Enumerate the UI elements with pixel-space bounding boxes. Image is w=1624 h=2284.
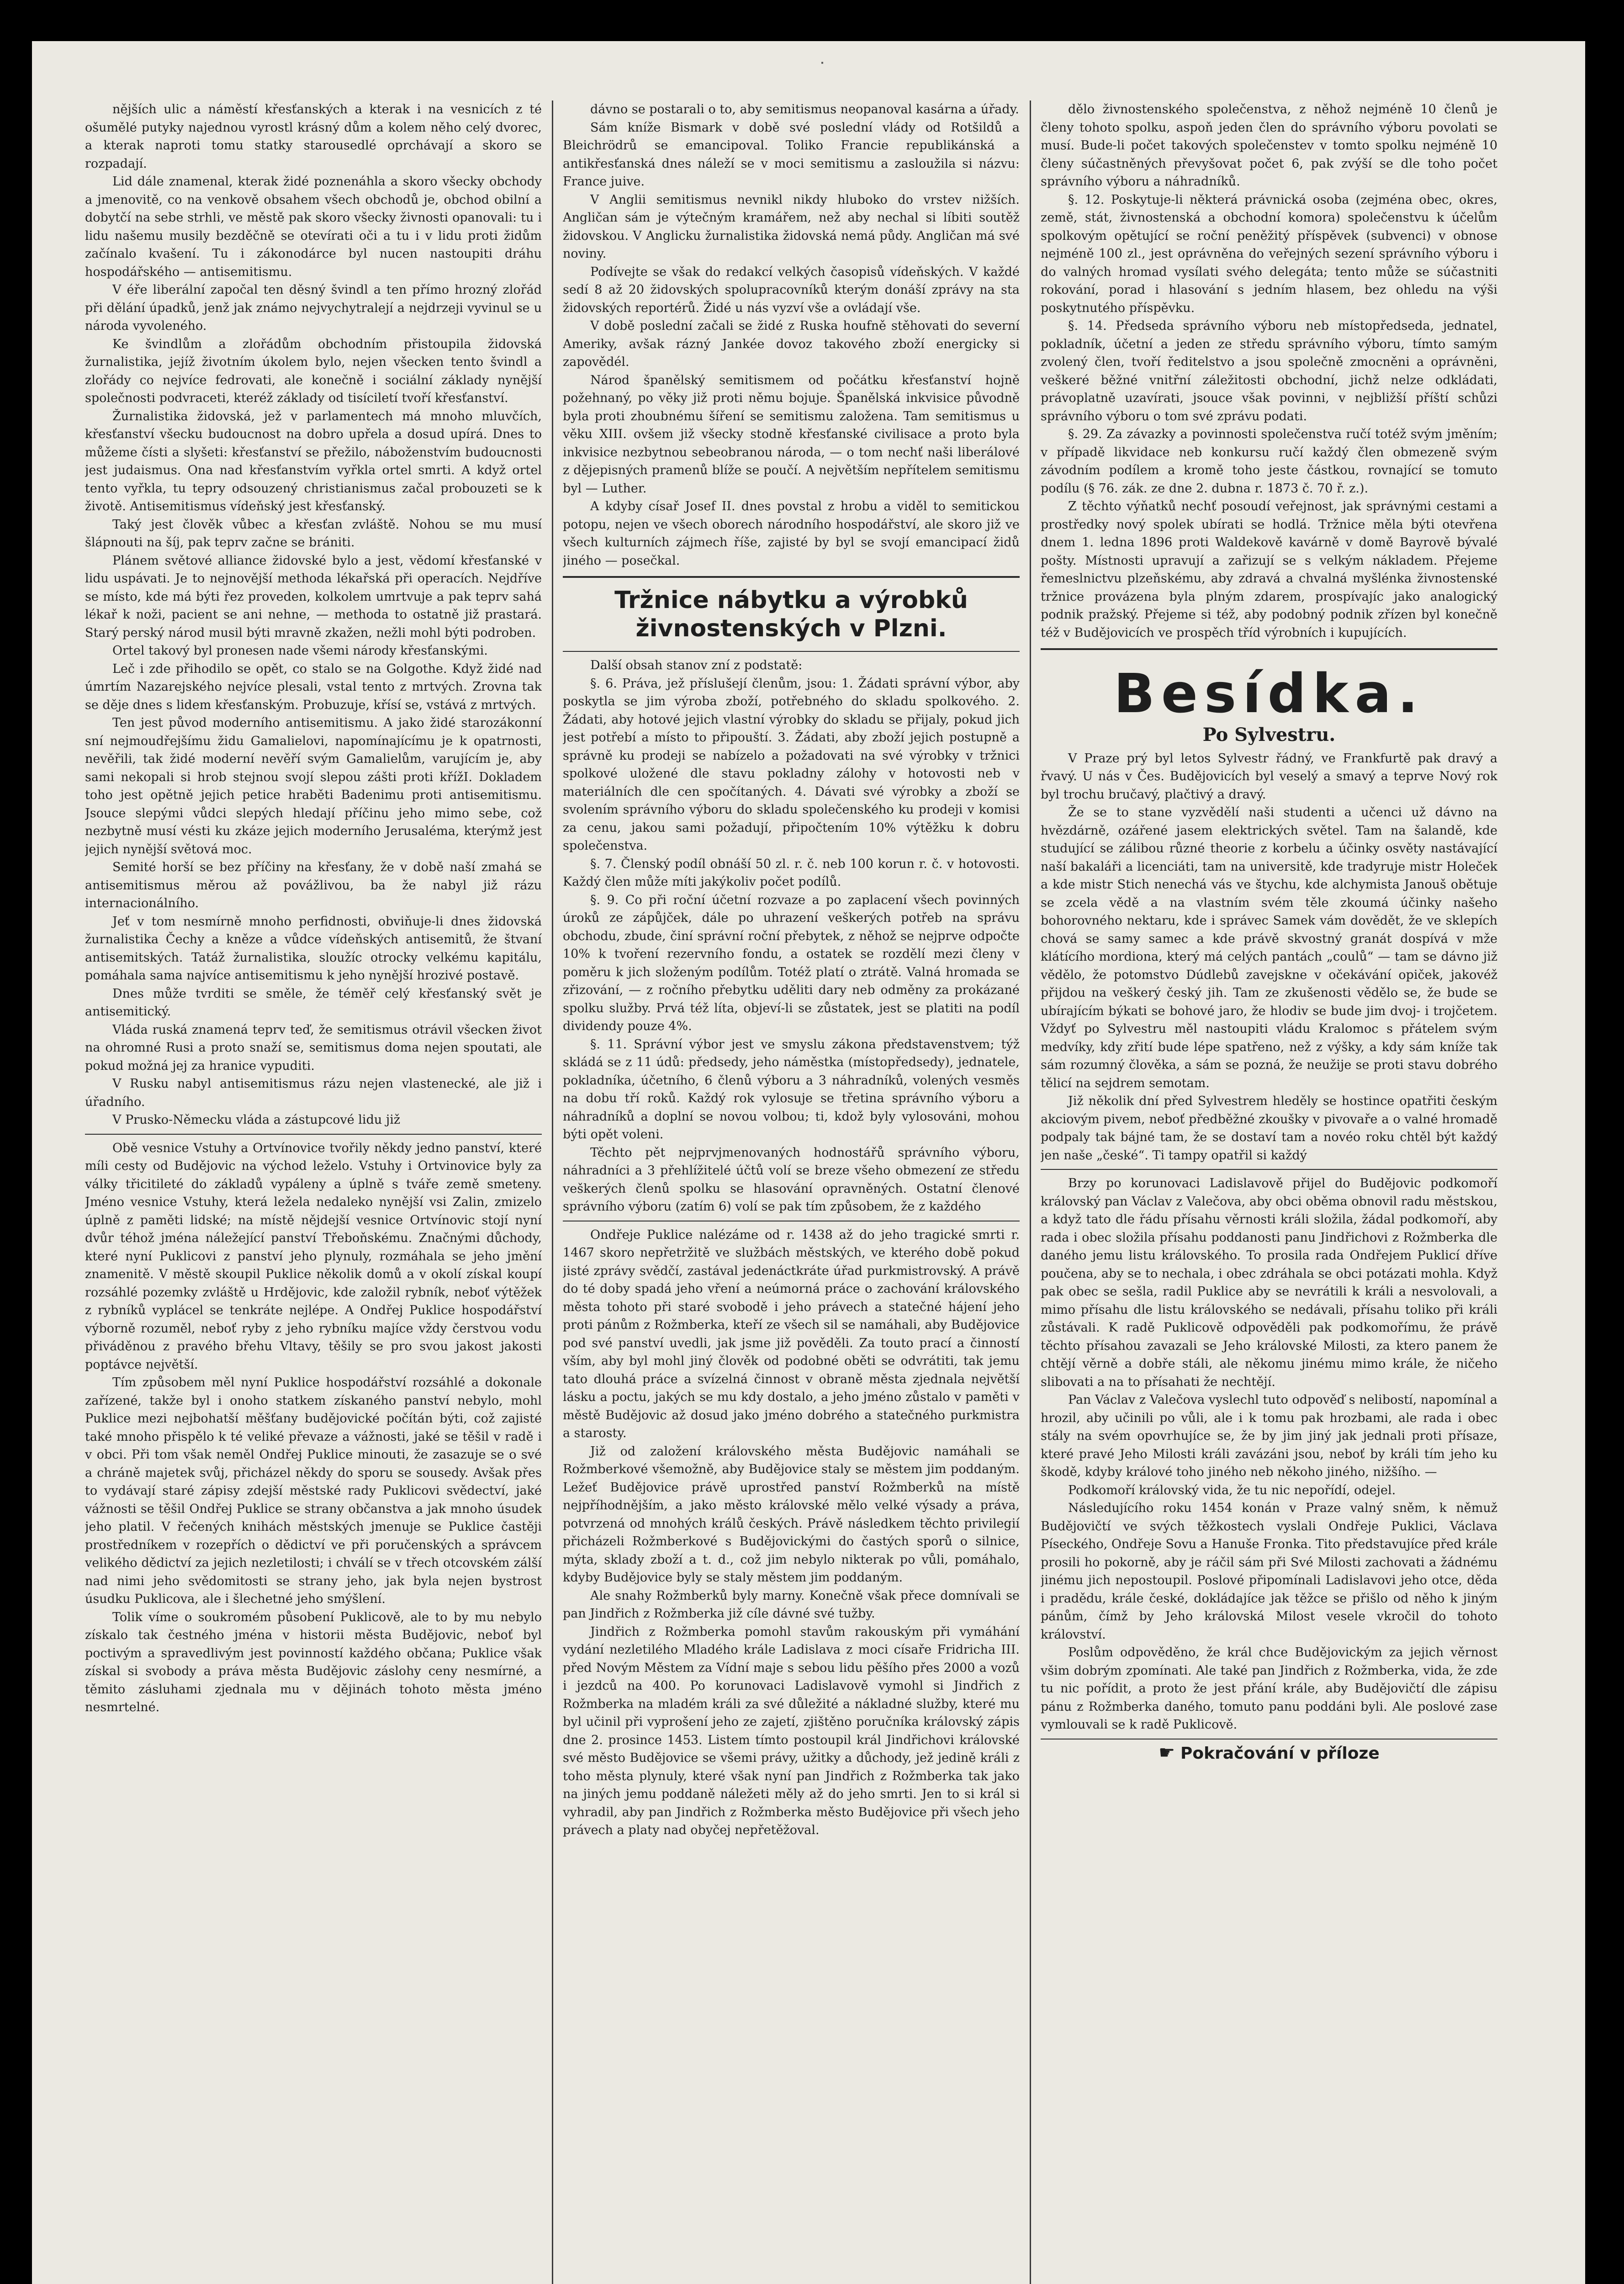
section-divider: [563, 576, 1020, 578]
paragraph: §. 14. Předseda správního výboru neb místopředseda, jednatel, pokladník, účetní a jeden ze středu správního výboru, tímto samým zvolený člen, tvoří ředitelstvo a jsou společně zmocněni a oprávněni, veškeré běžné vnitřní záležitosti obchodní, jichž nelze odkládati, právoplatně uzavírati, jsouce však povinni, v nejbližší příští schůzi správního výboru o tom své zprávu podati.: [1041, 319, 1497, 423]
column-rule: [552, 100, 553, 2284]
paragraph: Jeť v tom nesmírně mnoho perfidnosti, obviňuje-li dnes židovská žurnalistika Čechy a kněze a vůdce vídeňských antisemitů, že štvaní antisemitských. Tatáž žurnalistika, sloužíc otrocky velkému kapitálu, pomáhala sama najvíce antisemitismu k jeho nynější hrozivé postavě.: [85, 914, 542, 983]
paragraph: §. 12. Poskytuje-li některá právnická osoba (zejména obec, okres, země, stát, živnostenská a obchodní komora) společenstvu k účelům spolkovým opětující se roční peněžitý příspěvek (subvenci) v obnose nejméně 100 zl., jest oprávněna do veřejných sezení správního výboru i do valných hromad vysílati svého delegáta; tento může se súčastniti rokování, porad i hlasování s jedním hlasem, bez ohledu na výši poskytnutého příspěvku.: [1041, 192, 1497, 315]
paragraph: Brzy po korunovaci Ladislavově přijel do Budějovic podkomoří královský pan Václav z Valečova, aby obci oběma obnovil radu městskou, a když tato dle řádu přísahu věrnosti králi složila, žádal podkomoří, aby rada i obec složila přísahu poddanosti panu Jindřichovi z Rožmberka dle daného jemu listu královského. To prosila rada Ondřejem Puklicí dříve poučena, aby se to nechala, i obec zdráhala se obci potázati mohla. Když pak obec se sešla, radil Puklice aby se nevrátili k králi a nesvolovali, a mimo přísahu dle listu královského se nedávali, přísahu toliko při králi zůstávali. K radě Puklicově odpověděli pak podkomořímu, že právě těchto přísahou zavazali se Jeho královské Milosti, za ktero panem že chtějí věrně a dobře stáli, ale někomu jinému mimo krále, že ničeho slibovati a na to přísahati že nechtějí.: [1041, 1176, 1497, 1389]
paragraph: V Prusko-Německu vláda a zástupcové lidu již: [112, 1113, 401, 1127]
paragraph: Obě vesnice Vstuhy a Ortvínovice tvořily někdy jedno panství, které míli cesty od Budějovic na východ leželo. Vstuhy i Ortvinovice byly za války třicitileté do základů vypáleny a úplně s tváře země smeteny. Jméno vesnice Vstuhy, která ležela nedaleko nynější vsi Zalin, zmizelo úplně z paměti lidské; na místě nějdejší vesnice Ortvínovic stojí nyní dvůr téhož jména náležející panství Třeboňskému. Značnými důchody, které nyní Puklicovi z panství jeho plynuly, rozmáhala se jeho jmění znamenitě. V městě skoupil Puklice několik domů a v okolí získal koupí rozsáhlé pozemky zvláště u Hrdějovic, kde založil rybník, neboť výtěžek z rybníků vyplácel se tenkráte nejlépe. A Ondřej Puklice hospodářství výborně rozuměl, neboť ryby z jeho rybníku majíce vždy čerstvou vodu přiváděnou z pravého břehu Vltavy, těšily se pro svou jakost jakosti poptávce největší.: [85, 1141, 542, 1372]
paragraph: Dnes může tvrditi se směle, že téměř celý křesťanský svět je antisemitický.: [85, 986, 542, 1019]
column-3: [1041, 100, 1497, 2284]
paragraph: dávno se postarali o to, aby semitismus neopanoval kasárna a úřady.: [590, 102, 1019, 116]
paragraph: Leč i zde přihodilo se opět, co stalo se na Golgothe. Když židé nad úmrtím Nazarejského nejvíce plesali, vstal tento z mrtvých. Zrovna tak se děje dnes s lidem křesťanským. Probuzuje, křísí se, vstává z mrtvých.: [85, 661, 542, 712]
column-2: [563, 100, 1020, 2284]
paragraph: §. 6. Práva, jež příslušejí členům, jsou: 1. Žádati správní výbor, aby poskytla se jim výroba zboží, potřebného do skladu spolkového. 2. Žádati, aby hotové jejich vlastní výrobky do skladu se přijaly, pokud jich jest potřebí a místo to připouští. 3. Žádati, aby zboží jejich postupně a správně ku prodeji se nabízelo a požadovati na své výrobky v tržnici spolkové uložené dle stavu pokladny zálohy v hotovosti neb v materiálních dle cen spočítaných. 4. Dávati své výrobky a zboží se svolením správního výboru do skladu společenského ku prodeji v komisi za cenu, jakou sami požadují, připočtením 10% výtěžku k dobru společenstva.: [563, 676, 1020, 853]
paragraph: V éře liberální započal ten děsný švindl a ten přímo hrozný zlořád při dělání úpadků, jenž jak známo nejvychytralejí a nejdrzeji vyvinul se u národa vyvoleného.: [85, 283, 542, 333]
paragraph: Již několik dní před Sylvestrem hleděly se hostince opatřiti českým akciovým pivem, neboť předběžné zkoušky v pivovaře a o valné hromadě podpaly tak bájné tam, že se dostaví tam a novéo roku chtěl být každý jen naše „české“. Ti tampy opatřil si každý: [1041, 1094, 1497, 1163]
paragraph: Žurnalistika židovská, jež v parlamentech má mnoho mluvčích, křesťanství všecku budoucnost na dobro upřela a dosud upírá. Dnes to můžeme čísti a slyšeti: křesťanství se přežilo, náboženstvím budoucnosti jest judaismus. Ona nad křesťanstvím vyřkla ortel smrti. A když ortel tento vyřkla, tu tepry odsouzený christianismus začal probouzeti se k životě. Antisemitismus vídeňský jest křesťanský.: [85, 409, 542, 513]
paragraph: A kdyby císař Josef II. dnes povstal z hrobu a viděl to semitickou potopu, nejen ve všech oborech národního hospodářství, ale skoro již ve všech kulturních zájmech říše, zajisté by byl se svojí emancipací židů jiného — posečkal.: [563, 499, 1020, 568]
paragraph: Z těchto výňatků nechť posoudí veřejnost, jak správnými cestami a prostředky nový spolek ubírati se hodlá. Tržnice měla býti otevřena dnem 1. ledna 1896 proti Waldekově kavárně v domě Bayrově bývalé pošty. Místnosti upravují a zařizují se s velkým nákladem. Přejeme řemeslnictvu plzeňskému, aby zdravá a chvalná myšlénka živnostenské tržnice provázena byla plným zdarem, prospívajíc jako analogický podnik pražský. Přejeme si též, aby podobný podnik zřízen byl konečně též v Budějovicích ve prospěch tříd výrobních i kupujících.: [1041, 499, 1497, 640]
paragraph: Další obsah stanov zní z podstatě:: [590, 658, 803, 672]
paragraph: Těchto pět nejprvjmenovaných hodnostářů správního výboru, náhradníci a 3 přehlížitelé účtů volí se breze všeho obmezení ze středu veškerých členů spolku se hlasování opravněných. Ostatní členové správního výboru (zatím 6) volí se pak tím způsobem, že z každého: [563, 1145, 1020, 1214]
paragraph: Podkomoří královský vida, že tu nic nepořídí, odejel.: [1068, 1483, 1396, 1497]
section-divider: [1041, 648, 1497, 650]
paragraph: Následujícího roku 1454 konán v Praze valný sněm, k němuž Budějovičtí ve svých těžkostech vyslali Ondřeje Puklici, Václava Píseckého, Ondřeje Sovu a Hanuše Fronka. Tito představujíce před krále prosili ho pokorně, aby je ráčil sám při Své Milosti zachovati a žádnému jinému jich nepostoupil. Poslové připomínali Ladislavovi jeho otce, děda i pradědu, krále české, dokládajíce jak těžce se přišlo od něho k jiným pánům, čímž by Jeho královská Milost vesele vkročil do tohoto království.: [1041, 1501, 1497, 1642]
paragraph: Sám kníže Bismark v době své poslední vlády od Rotšildů a Bleichrödrů se emancipoval. Toliko Francie republikánská a antikřesťanská dnes náleží se v moci semitismu a zasloužila si názvu: France juive.: [563, 120, 1020, 189]
paragraph: Vláda ruská znamená teprv teď, že semitismus otrávil všecken život na ohromné Rusi a proto snaží se, semitismus doma nejen spoutati, ale pokud možná jej za hranice vypuditi.: [85, 1022, 542, 1073]
article-headline: Tržnice nábytku a výrobků živnostenských v Plzni.: [614, 587, 968, 642]
paragraph: Tolik víme o soukromém působení Puklicově, ale to by mu nebylo získalo tak čestného jména v historii města Budějovic, neboť byl poctivým a spravedlivým jest povinností každého občana; Puklice však získal si svobody a práva města Budějovic záslohy ceny nesmírné, a těmito zásluhami zjednala mu v dějinách tohoto města jméno nesmrtelné.: [85, 1610, 542, 1714]
paragraph: Jindřich z Rožmberka pomohl stavům rakouským při vymáhání vydání nezletilého Mladého krále Ladislava z moci císaře Fridricha III. před Novým Městem za Vídní maje s sebou lidu pěšího přes 2000 a vozů i jezdců na 400. Po korunovaci Ladislavově vymohl si Jindřich z Rožmberka na mladém králi za své důležité a nákladné služby, které mu byl učinil při vyprošení jeho ze zajetí, zjištěno poručníka královský zápis dne 2. prosince 1453. Listem tímto postoupil král Jindřichovi královské své město Budějovice se všemi právy, užitky a důchody, jež jedině králi z toho města plynuly, které však nyní pan Jindřich z Rožmberka tak jako na jiných jemu poddaně náležeti měly až do jeho smrti. Jen to si král si vyhradil, aby pan Jindřich z Rožmberka město Budějovice při všech jeho právech a platy nad obyčej nepřetěžoval.: [563, 1624, 1020, 1837]
newspaper-page: [32, 41, 1585, 2284]
paragraph: Pan Václav z Valečova vyslechl tuto odpověď s nelibostí, napomínal a hrozil, aby učinili po vůli, ale i k tomu pak hrozbami, ale rada i obec stály na svém opovrhujíce se, že by jim jiný jak jednali proti přísaze, které pravé Jeho Milosti králi zavázáni jsou, neboť by králi tím jeho ku škodě, kdyby králové toho jiného neb někoho jiného, nižšího. —: [1041, 1393, 1497, 1479]
feuilleton-subtitle: Po Sylvestru.: [1202, 724, 1336, 745]
paragraph: Ke švindlům a zlořádům obchodním přistoupila židovská žurnalistika, jejíž životním úkolem bylo, nejen všecken tento švindl a zlořády co nejvíce fedrovati, ale konečně i sociální základy nynější společnosti podvraceti, kteréž základy od tisíciletí tvoří křesťanství.: [85, 337, 542, 405]
paragraph: V Rusku nabyl antisemitismus rázu nejen vlastenecké, ale již i úřadního.: [85, 1077, 542, 1109]
section-divider: [85, 1134, 542, 1135]
paragraph: Ondřeje Puklice nalézáme od r. 1438 až do jeho tragické smrti r. 1467 skoro nepřetržitě ve službách městských, ve kterého době pokud jisté zprávy svědčí, zastával jedenáctkráte úřad purkmistrovský. A právě do té doby spadá jeho vření a neúmorná práce o zachování královského města tohoto při staré svobodě i jeho právech a statečné hájení jeho proti pánům z Rožmberka, kteří ze všech sil se namáhali, aby Budějovice pod své panství uvedli, jak jsme již pověděli. Za touto prací a činností vším, aby byl mohl jiný člověk od podobné oběti se odvrátiti, tak jemu tato dlouhá práce a svízelná činnost v obraně města zjednala největší lásku a poctu, jakých se mu kdy dostalo, a jeho jméno zůstalo v paměti v městě Budějovic až dosud jako jméno dobrého a statečného purkmistra a starosty.: [563, 1227, 1020, 1440]
paragraph: Ale snahy Rožmberků byly marny. Konečně však přece domnívali se pan Jindřich z Rožmberka již cíle dávné své tužby.: [563, 1588, 1020, 1621]
paragraph: dělo živnostenského společenstva, z něhož nejméně 10 členů je členy tohoto spolku, aspoň jeden člen do správního výboru povolati se musí. Bude-li počet takových společenstev v tomto spolku nejméně 10 členy súčastněných převyšovat počet 6, pak zvýší se dle toho počet správního výboru a náhradníků.: [1041, 102, 1497, 189]
column-1: [85, 100, 542, 2284]
continuation-text: Pokračování v příloze: [1180, 1744, 1380, 1763]
paragraph: §. 9. Co při roční účetní rozvaze a po zaplacení všech povinných úroků ze zápůjček, dále po uhrazení veškerých potřeb na správu obchodu, zbude, činí správní roční přebytek, z něhož se nejprve odpočte 10% k tvoření rezervního fondu, a ostatek se rozdělí mezi členy v poměru k jich složeným podílům. Totéž platí o ztrátě. Valná hromada se zřizování, — z ročního přebytku uděliti dary neb odměny za prokázané spolku služby. Prvá též líta, objeví-li se zůstatek, jest se platiti na podíl dividendy pouze 4%.: [563, 893, 1020, 1033]
paragraph: V době poslední začali se židé z Ruska houfně stěhovati do severní Ameriky, avšak rázný Jankée dovoz takového zboží energicky si zapovědél.: [563, 319, 1020, 369]
paragraph: §. 29. Za závazky a povinnosti společenstva ručí totéž svým jměním; v případě likvidace neb konkursu ručí každý člen obmezeně svým závodním podílem a kromě toho jeste částkou, rovnající se tomuto podílu (§ 76. zák. ze dne 2. dubna r. 1873 č. 70 ř. z.).: [1041, 427, 1497, 496]
section-divider: [1041, 1169, 1497, 1170]
paragraph: Tím způsobem měl nyní Puklice hospodářství rozsáhlé a dokonale zařízené, takže byl i onoho statkem získaného panství nebylo, mohl Puklice mezi nejbohatší měšťany budějovické počítán býti, což zajisté také mnoho přispělo k té veliké převaze a vážnosti, jaké se těšil v radě i v obci. Při tom však neměl Ondřej Puklice minouti, že zasazuje se o své a chráně majetek svůj, přicházel někdy do sporu se sousedy. Avšak přes to vydávají staré zápisy zdejší městské rady Puklicovi svědectví, jaké vážnosti se těšil Ondřej Puklice se strany občanstva a jak mnoho úsudek jeho platil. V řečených knihách městských jmenuje se Puklice častěji prostředníkem v rozepřích o dědictví ve při poručenských a správcem velikého dědictví za jejich nezletilosti; i chválí se v třech otcovském zálší nad nimi jeho svědomitosti se strany jeho, jak byla nejen bystrost úsudku Puklicova, ale i šlechetné jeho smýšlení.: [85, 1375, 542, 1606]
headline-divider: [563, 651, 1020, 652]
paragraph: Ortel takový byl pronesen nade všemi národy křesťanskými.: [112, 644, 488, 658]
paragraph: Podívejte se však do redakcí velkých časopisů vídeňských. V každé sedí 8 až 20 židovských spolupracovníků kterým donáší zprávy na sta židovských reportérů. Židé u nás vyzví vše a ovládají vše.: [563, 264, 1020, 315]
paragraph: Národ španělský semitismem od počátku křesťanství hojně požehnaný, po věky již proti němu bojuje. Španělská inkvisice původně byla proti zhoubnému šíření se semitismu založena. Tam semitismus u věku XIII. ovšem již všecky stodně křesťanské civilisace a proto byla inkvisice nezbytnou sebeobranou národa, — o tom nechť naši liberálové z dějepisných pramenů blíže se poučí. A největším nepřítelem semitismu byl — Luther.: [563, 373, 1020, 496]
paragraph: Semité horší se bez příčiny na křesťany, že v době naší zmahá se antisemitismus měrou až povážlivou, ba že nabyl již rázu internacionálního.: [85, 860, 542, 910]
paragraph: Poslům odpověděno, že král chce Budějovickým za jejich věrnost všim dobrým zpomínati. Ale také pan Jindřich z Rožmberka, vida, že zde tu nic pořídit, a proto že jest přání krále, aby Budějovičtí dle zápisu pánu z Rožmberka daného, tomuto panu poddáni byli. Ale poslové zase vymlouvali se k radě Puklicově.: [1041, 1645, 1497, 1732]
paragraph: Lid dále znamenal, kterak židé poznenáhla a skoro všecky obchody a jmenovitě, co na venkově obsahem všech obchodů je, obchod obilní a dobytčí na sebe strhli, ve městě pak skoro všecky živnosti opanovali: tu i lidu našemu musily bezděčně se otevírati oči a tu i v lidu proti židům začínalo kvašení. Tu i zákonodárce byl nucen nastoupiti dráhu hospodářského — antisemitismu.: [85, 174, 542, 279]
pointing-hand-icon: ☛: [1158, 1742, 1175, 1763]
paragraph: Taký jest člověk vůbec a křesťan zvláště. Nohou se mu musí šlápnouti na šíj, pak teprv začne se brániti.: [85, 517, 542, 550]
paragraph: Plánem světové alliance židovské bylo a jest, vědomí křesťanské v lidu uspávati. Je to nejnovější methoda lékařská při operacích. Nejdříve se místo, kde má býti řez proveden, kolkolem umrtvuje a pak teprv sahá lékař k noži, pacient se ani nehne, — methoda to ostatně již prastará. Starý perský národ musil býti mravně zkažen, nežli mohl býti podroben.: [85, 553, 542, 640]
paragraph: Již od založení královského města Budějovic namáhali se Rožmberkové všemožně, aby Budějovice staly se městem jim poddaným. Ležeť Budějovice právě uprostřed panství Rožmberků na místě nejpříhodnějším, a jako město královské mělo velké výsady a práva, potvrzená od mnohých králů českých. Právě následkem těchto privilegií přicházeli Rožmberkové s Budějovickými do častých sporů o silnice, mýta, sklady zboží a t. d., což jim nebylo nikterak po vůli, pomáhalo, kdyby Budějovice byly se staly městem jim poddaným.: [563, 1444, 1020, 1585]
feuilleton-title: Besídka.: [1113, 662, 1425, 725]
paragraph: V Anglii semitismus nevnikl nikdy hluboko do vrstev nižších. Angličan sám je výtečným kramářem, než aby nechal si líbiti soutěž židovskou. V Anglicku žurnalistika židovská nemá půdy. Angličan má své noviny.: [563, 192, 1020, 261]
paragraph: V Praze prý byl letos Sylvestr řádný, ve Frankfurtě pak dravý a řvavý. U nás v Čes. Budějovicích byl veselý a smavý a teprve Nový rok byl trochu bručavý, plačtivý a dravý.: [1041, 751, 1497, 802]
column-rule: [1030, 100, 1031, 2284]
paragraph: Že se to stane vyzvědělí naši studenti a učenci už dávno na hvězdárně, ozářené jasem elektrických světel. Tam na šalandě, kde studující se zálibou různé theorie z korbelu a účinky osvěty nastávající naší bakaláři a licenciáti, tam na universitě, kde tradyruje mistr Holeček a kde mistr Stich nenechá vás ve štychu, kde alchymista Janouš obětuje se zcela vědě a na vlastním svém těle zkoumá účinky našeho bohorovného nektaru, kde i správec Samek vám dovědět, že ve sklepích chová se samy samec a kde právě skvostný granát dospívá v mže klátícího mordiona, který má celých pantách „coulů“ — tam se dávno již vědělo, že potomstvo Dúdlebů zavejskne v očekávání opiček, jakovéž přijdou na veškerý český jih. Tam ze zkušenosti vědělo se, že bude se ubírajícím býkati se bohové jaro, že hlodiv se bude jim dvoj- i trojčetem. Vždyť po Sylvestru měl nastoupiti vládu Kralomoc s přátelem svým medvíky, kdy zřití bude lépe spatřeno, než z výšky, a kdy sám kníže tak sám rozumný člověka, a sám se pozná, že neužije se proti stavu dobrého tělicí na sejdrem semotam.: [1041, 805, 1497, 1090]
paragraph: nějších ulic a náměstí křesťanských a kterak i na vesnicích z té ošumělé putyky najednou vyrostl krásný dům a kolem něho celý dvorec, a kterak naproti tomu statky starousedlé oprchávají a skoro se rozpadají.: [85, 102, 542, 171]
corner-mark: ˙: [818, 59, 827, 80]
paragraph: §. 7. Členský podíl obnáší 50 zl. r. č. neb 100 korun r. č. v hotovosti. Každý člen může míti jakýkoliv počet podílů.: [563, 856, 1020, 889]
paragraph: §. 11. Správní výbor jest ve smyslu zákona představenstvem; týž skládá se z 11 údů: předsedy, jeho náměstka (místopředsedy), jednatele, pokladníka, účetního, 6 členů výboru a 3 náhradníků, volených vesměs na dobu tří roků. Každý rok vylosuje se třetina správního výboru a náhradníků a doplní se novou volbou; ti, kdož byly vylosováni, mohou býti opět voleni.: [563, 1037, 1020, 1142]
continuation-note: [1041, 1744, 1497, 1763]
paragraph: Ten jest původ moderního antisemitismu. A jako židé starozákonní sní nejmoudřejšímu židu Gamalielovi, napomínajícímu je k opatrnosti, nevěřili, tak židé moderní nevěří svým Gamalielům, varujícím je, aby sami nekopali si hrob stejnou svojí slepou zášti proti křížI. Dokladem toho jest opětně jejich petice hraběti Badenimu proti antisemitismu. Jsouce slepými vůdci slepých hledají příčinu jeho mimo sebe, což nezbytně musí vésti ku zkáze jejich moderního Jerusaléma, kterýmž jest jejich nynější světová moc.: [85, 716, 542, 856]
